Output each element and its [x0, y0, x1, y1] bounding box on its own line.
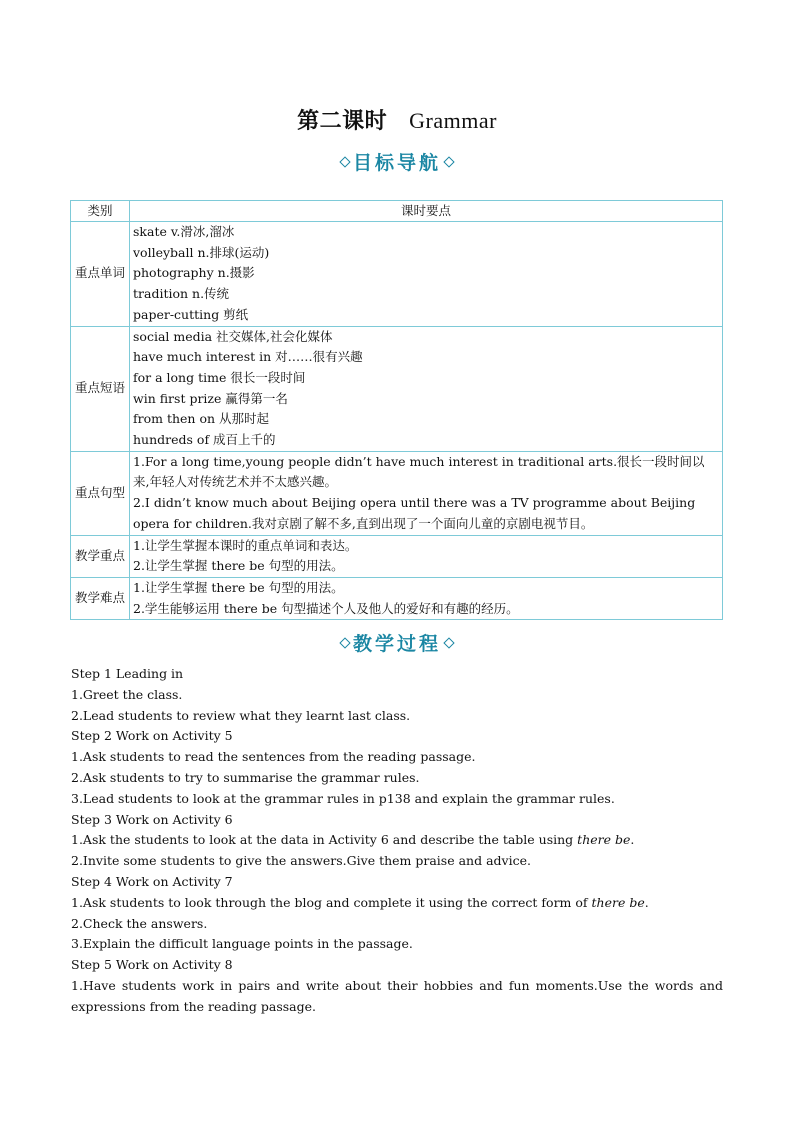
- content-line: paper-cutting 剪纸: [133, 306, 249, 322]
- step-heading: Step 2 Work on Activity 5: [71, 728, 233, 744]
- diamond-icon: [339, 156, 350, 167]
- table-row: [71, 577, 723, 619]
- row-content: [130, 451, 723, 535]
- step-item: [71, 830, 723, 851]
- step-text: .: [644, 894, 649, 910]
- step-heading: Step 3 Work on Activity 6: [71, 811, 233, 827]
- step-item: 2.Invite some students to give the answers.Give them praise and advice.: [71, 853, 531, 869]
- title-english: Grammar: [409, 108, 497, 133]
- step-item: 1.Greet the class.: [71, 686, 183, 702]
- section-heading-goals: [0, 148, 794, 175]
- step-item: 1.Ask students to read the sentences from the reading passage.: [71, 749, 476, 765]
- step-item: [71, 893, 723, 914]
- step-item: 2.Lead students to review what they learnt last class.: [71, 707, 411, 723]
- section-heading-process: [0, 629, 794, 656]
- lesson-overview-table: [70, 200, 723, 620]
- step-heading: Step 1 Leading in: [71, 666, 184, 681]
- content-line: win first prize 赢得第一名: [133, 390, 288, 406]
- step-text-italic: there be: [591, 894, 645, 910]
- content-line: 2.学生能够运用 there be 句型描述个人及他人的爱好和有趣的经历。: [133, 600, 519, 616]
- row-category: 重点句型: [71, 451, 130, 535]
- diamond-icon: [443, 637, 454, 648]
- row-content: [130, 535, 723, 577]
- title-chinese: 第二课时: [297, 108, 388, 134]
- diamond-icon: [443, 156, 454, 167]
- table-row: [71, 535, 723, 577]
- step-text-italic: there be: [577, 832, 631, 848]
- content-line: for a long time 很长一段时间: [133, 369, 306, 385]
- step-text: 1.Ask students to look through the blog and complete it using the correct form of: [71, 894, 592, 910]
- section-heading-label: 目标导航: [352, 152, 441, 174]
- step-heading: Step 4 Work on Activity 7: [71, 873, 233, 889]
- row-category: 教学难点: [71, 577, 130, 619]
- table-row: [71, 222, 723, 327]
- content-line: from then on 从那时起: [133, 411, 269, 427]
- table-row: [71, 451, 723, 535]
- diamond-icon: [339, 637, 350, 648]
- table-row: [71, 326, 723, 451]
- section-heading-label: 教学过程: [352, 633, 441, 655]
- step-text: .: [630, 832, 635, 848]
- step-item: 2.Ask students to try to summarise the grammar rules.: [71, 769, 420, 785]
- table-header-category: 类别: [71, 201, 130, 222]
- content-line: 1.让学生掌握 there be 句型的用法。: [133, 579, 344, 595]
- content-line: 1.For a long time,young people didn’t have much interest in traditional arts.很长一段时间以来,年轻人对传统艺术并不太感兴趣。: [133, 453, 705, 490]
- row-category: 重点单词: [71, 222, 130, 327]
- step-item: 2.Check the answers.: [71, 915, 208, 931]
- content-line: 1.让学生掌握本课时的重点单词和表达。: [133, 537, 358, 553]
- content-line: 2.让学生掌握 there be 句型的用法。: [133, 558, 344, 574]
- content-line: social media 社交媒体,社会化媒体: [133, 328, 333, 344]
- content-line: skate v.滑冰,溜冰: [133, 224, 235, 239]
- step-heading: Step 5 Work on Activity 8: [71, 957, 233, 973]
- row-content: [130, 577, 723, 619]
- row-content: [130, 222, 723, 327]
- step-item: 1.Have students work in pairs and write about their hobbies and fun moments.Use the words and expressions from the reading passage.: [71, 977, 723, 1014]
- content-line: have much interest in 对……很有兴趣: [133, 349, 363, 365]
- content-line: photography n.摄影: [133, 265, 255, 281]
- row-content: [130, 326, 723, 451]
- page-title: [0, 104, 794, 135]
- row-category: 重点短语: [71, 326, 130, 451]
- step-text: 1.Ask the students to look at the data in Activity 6 and describe the table using: [71, 832, 578, 848]
- step-item: 3.Explain the difficult language points in the passage.: [71, 936, 413, 952]
- teaching-steps: [71, 664, 723, 1018]
- step-item: 3.Lead students to look at the grammar rules in p138 and explain the grammar rules.: [71, 790, 615, 806]
- row-category: 教学重点: [71, 535, 130, 577]
- table-header-row: [71, 201, 723, 222]
- content-line: volleyball n.排球(运动): [133, 244, 270, 260]
- content-line: hundreds of 成百上千的: [133, 432, 276, 448]
- content-line: 2.I didn’t know much about Beijing opera until there was a TV programme about Beijing opera for children.我对京剧了解不多,直到出现了一个面向儿童的京剧电视节目。: [133, 495, 696, 531]
- table-header-points: 课时要点: [130, 201, 723, 222]
- content-line: tradition n.传统: [133, 286, 230, 302]
